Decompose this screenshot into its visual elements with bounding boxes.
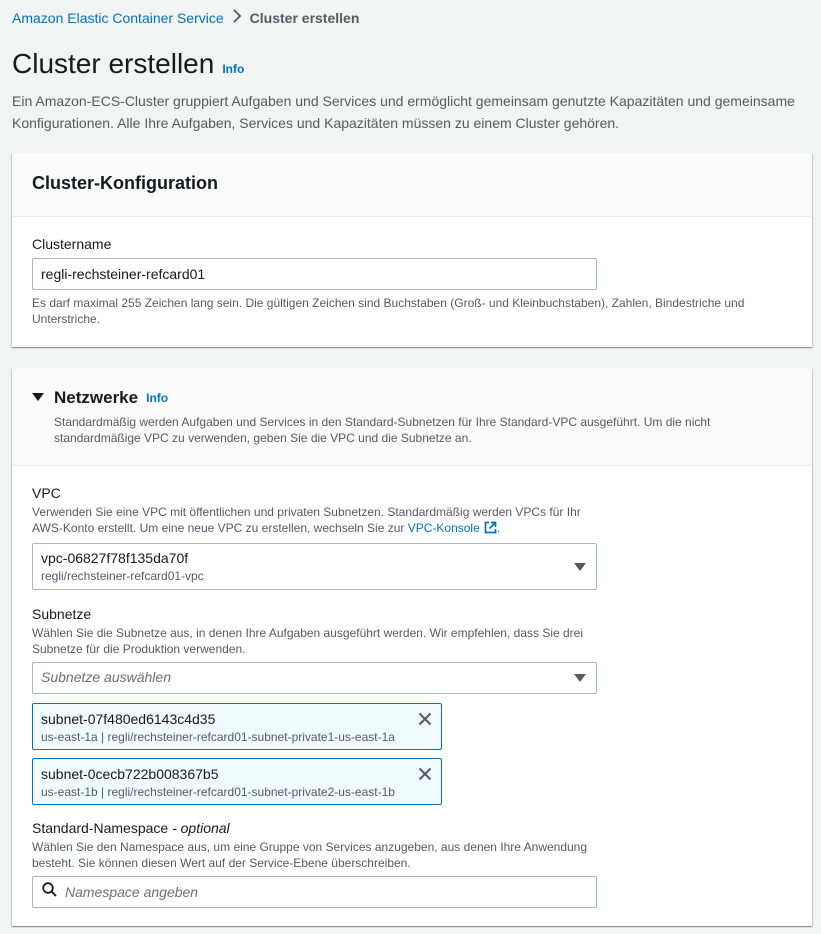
network-panel: [12, 368, 812, 926]
cluster-config-header: [12, 153, 812, 217]
vpc-select-subvalue: regli/rechsteiner-refcard01-vpc: [41, 569, 204, 583]
caret-down-icon[interactable]: [32, 391, 46, 405]
network-title-row[interactable]: [32, 388, 792, 408]
subnets-label: Subnetze: [32, 606, 92, 622]
vpc-select[interactable]: [32, 543, 597, 590]
page-title: [12, 48, 244, 80]
subnet-token-detail: us-east-1b | regli/rechsteiner-refcard01-subnet-private2-us-east-1b: [41, 785, 395, 799]
cluster-config-title: Cluster-Konfiguration: [32, 173, 218, 193]
page-info-link[interactable]: Info: [222, 62, 245, 76]
page-description: Ein Amazon-ECS-Cluster gruppiert Aufgaben und Services und ermöglicht gemeinsam genutzte Kapazitäten und gemeinsame Konfigurationen. Alle Ihre Aufgaben, Services und Kapazitäten müssen zu einem Cluster gehören.: [12, 93, 795, 131]
vpc-select-value: vpc-06827f78f135da70f: [41, 550, 189, 566]
vpc-console-link[interactable]: VPC-Konsole: [407, 521, 480, 535]
subnets-description: Wählen Sie die Subnetze aus, in denen Ihre Aufgaben ausgeführt werden. Wir empfehlen, dass Sie drei Subnetze für die Produktion verwenden.: [32, 626, 584, 656]
namespace-placeholder: Namespace angeben: [65, 884, 199, 900]
namespace-label: [32, 820, 792, 836]
subnets-placeholder: Subnetze auswählen: [41, 669, 171, 685]
dropdown-caret-icon: [574, 563, 586, 571]
dropdown-caret-icon: [574, 674, 586, 682]
vpc-description-text: Verwenden Sie eine VPC mit öffentlichen und privaten Subnetzen. Standardmäßig werden VPCs für Ihr AWS-Konto erstellt. Um eine neue VPC zu erstellen, wechseln Sie zur: [32, 505, 581, 535]
external-link-icon[interactable]: [484, 521, 497, 538]
breadcrumb: [12, 9, 359, 26]
namespace-optional: - optional: [172, 820, 230, 836]
breadcrumb-ecs-link[interactable]: Amazon Elastic Container Service: [12, 9, 224, 26]
namespace-search-input[interactable]: [32, 876, 597, 908]
namespace-label-text: Standard-Namespace: [32, 820, 169, 836]
cluster-name-label: Clustername: [32, 236, 112, 252]
cluster-name-hint: Es darf maximal 255 Zeichen lang sein. Die gültigen Zeichen sind Buchstaben (Groß- und Kleinbuchstaben), Zahlen, Bindestriche und Unterstriche.: [32, 296, 745, 326]
network-info-link[interactable]: Info: [146, 391, 169, 405]
vpc-description: [32, 504, 602, 538]
vpc-description-end: .: [496, 521, 501, 535]
subnet-token-detail: us-east-1a | regli/rechsteiner-refcard01-subnet-private1-us-east-1a: [41, 730, 395, 744]
close-icon[interactable]: [418, 712, 432, 726]
network-description: Standardmäßig werden Aufgaben und Services in den Standard-Subnetzen für Ihre Standard-VPC ausgeführt. Um die nicht standardmäßige VPC zu verwenden, geben Sie die VPC und die Subnetze an.: [54, 415, 711, 445]
network-header: [12, 368, 812, 466]
search-icon: [42, 882, 57, 902]
subnet-token-id: subnet-07f480ed6143c4d35: [41, 711, 216, 727]
cluster-name-input[interactable]: regli-rechsteiner-refcard01: [32, 258, 597, 290]
subnet-token: [32, 703, 442, 750]
vpc-label: VPC: [32, 485, 61, 501]
network-title: Netzwerke: [54, 388, 139, 407]
subnet-token-id: subnet-0cecb722b008367b5: [41, 766, 219, 782]
cluster-config-panel: [12, 153, 812, 347]
page-title-text: Cluster erstellen: [12, 48, 215, 79]
close-icon[interactable]: [418, 767, 432, 781]
breadcrumb-current: Cluster erstellen: [249, 9, 360, 26]
subnets-select[interactable]: [32, 662, 597, 694]
namespace-description: Wählen Sie den Namespace aus, um eine Gruppe von Services anzugeben, aus denen Ihre Anwendung besteht. Sie können diesen Wert auf der Service-Ebene überschreiben.: [32, 840, 588, 870]
chevron-right-icon: [232, 9, 242, 26]
subnet-token: [32, 758, 442, 805]
